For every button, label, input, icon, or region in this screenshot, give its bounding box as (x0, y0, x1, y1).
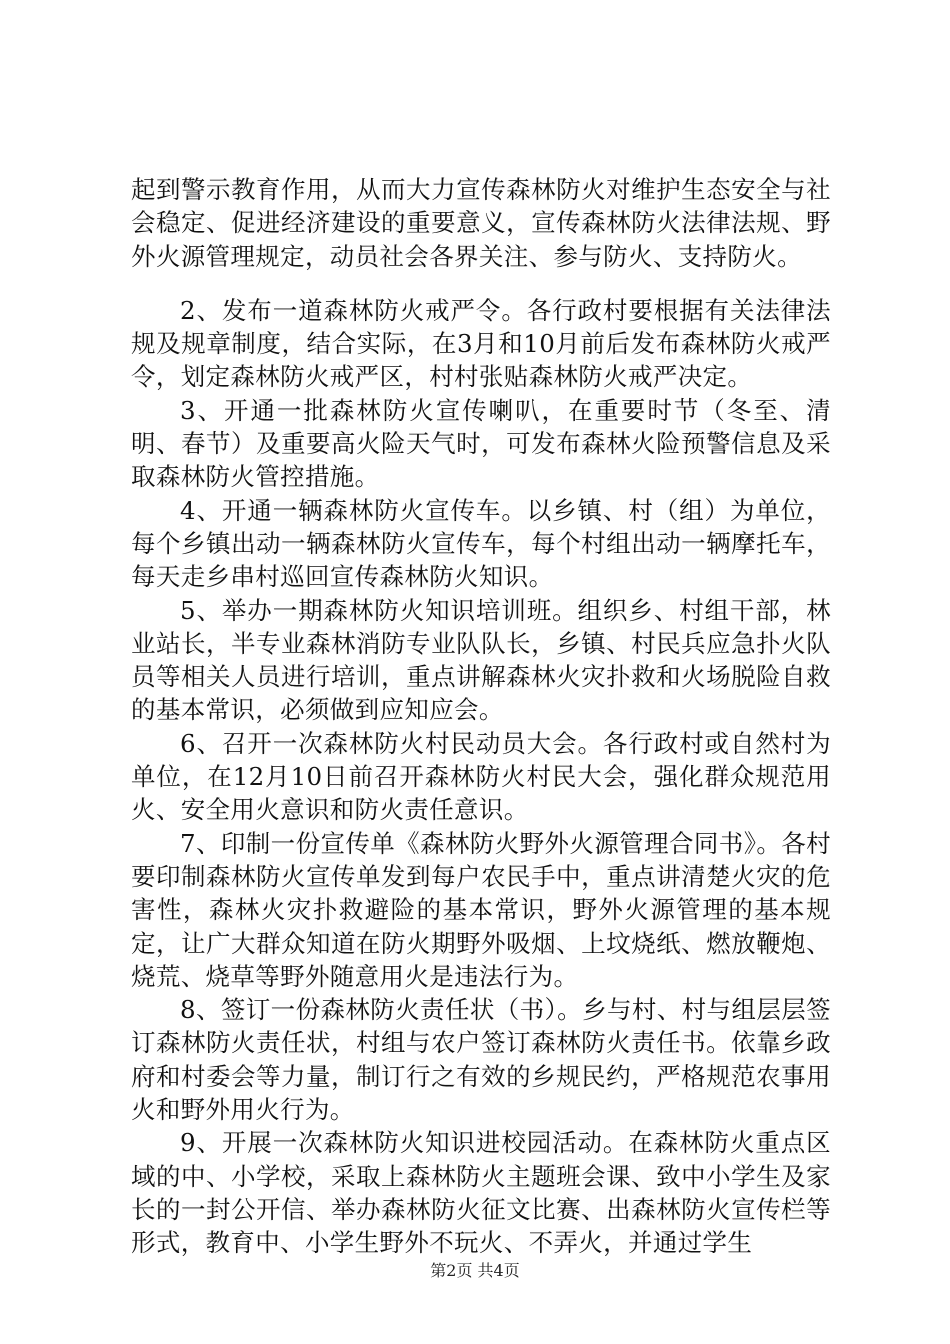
paragraph-item-2: 2、发布一道森林防火戒严令。各行政村要根据有关法律法规及规章制度，结合实际，在3月和10月前后发布森林防火戒严令，划定森林防火戒严区，村村张贴森林防火戒严决定。 (131, 295, 831, 392)
paragraph-item-3: 3、开通一批森林防火宣传喇叭，在重要时节（冬至、清明、春节）及重要高火险天气时，可发布森林火险预警信息及采取森林防火管控措施。 (131, 395, 831, 492)
paragraph-continuation: 起到警示教育作用，从而大力宣传森林防火对维护生态安全与社会稳定、促进经济建设的重要意义，宣传森林防火法律法规、野外火源管理规定，动员社会各界关注、参与防火、支持防火。 (131, 175, 831, 271)
page-number-footer: 第2页 共4页 (430, 1261, 520, 1280)
document-body (131, 173, 831, 1260)
paragraph-item-8: 8、签订一份森林防火责任状（书）。乡与村、村与组层层签订森林防火责任状，村组与农户签订森林防火责任书。依靠乡政府和村委会等力量，制订行之有效的乡规民约，严格规范农事用火和野外用火行为。 (131, 995, 831, 1125)
paragraph-item-4: 4、开通一辆森林防火宣传车。以乡镇、村（组）为单位，每个乡镇出动一辆森林防火宣传车，每个村组出动一辆摩托车，每天走乡串村巡回宣传森林防火知识。 (131, 495, 831, 592)
paragraph-item-9: 9、开展一次森林防火知识进校园活动。在森林防火重点区域的中、小学校，采取上森林防火主题班会课、致中小学生及家长的一封公开信、举办森林防火征文比赛、出森林防火宣传栏等形式，教育中、小学生野外不玩火、不弄火，并通过学生 (131, 1128, 831, 1258)
paragraph-item-5: 5、举办一期森林防火知识培训班。组织乡、村组干部，林业站长，半专业森林消防专业队队长，乡镇、村民兵应急扑火队员等相关人员进行培训，重点讲解森林火灾扑救和火场脱险自救的基本常识，必须做到应知应会。 (131, 595, 831, 725)
paragraph-item-7: 7、印制一份宣传单《森林防火野外火源管理合同书》。各村要印制森林防火宣传单发到每户农民手中，重点讲清楚火灾的危害性，森林火灾扑救避险的基本常识，野外火源管理的基本规定，让广大群众知道在防火期野外吸烟、上坟烧纸、燃放鞭炮、烧荒、烧草等野外随意用火是违法行为。 (131, 828, 831, 991)
paragraph-item-6: 6、召开一次森林防火村民动员大会。各行政村或自然村为单位，在12月10日前召开森林防火村民大会，强化群众规范用火、安全用火意识和防火责任意识。 (131, 728, 831, 825)
